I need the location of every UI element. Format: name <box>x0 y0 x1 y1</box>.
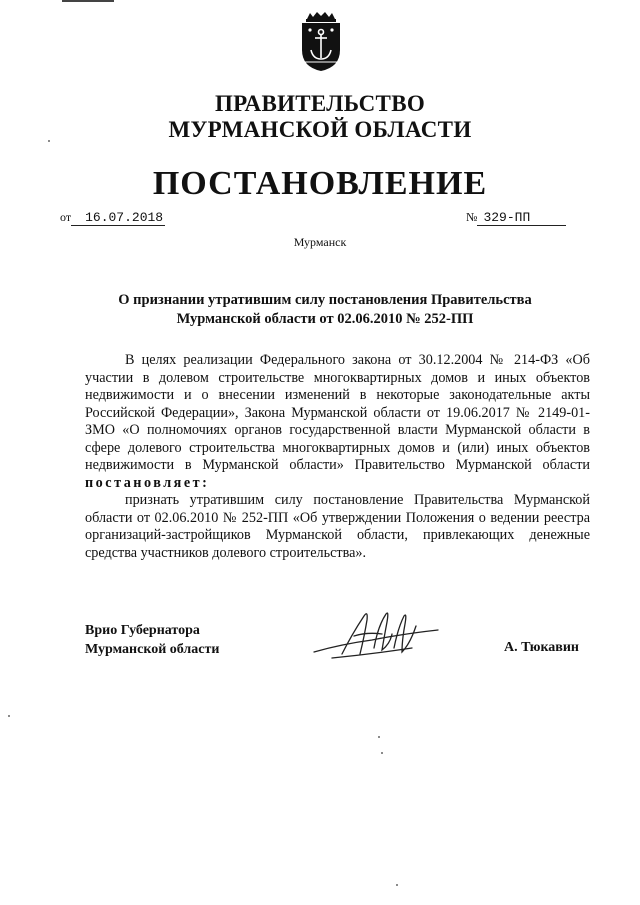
city: Мурманск <box>293 235 347 249</box>
date-value: 16.07.2018 <box>85 210 164 225</box>
subject-line1: О признании утратившим силу постановления Правительства <box>118 292 532 308</box>
body-paragraph-1-text: В целях реализации Федерального закона от 30.12.2004 № 214-ФЗ «Об участии в долевом строительстве многоквартирных домов и иных объектов недвижимости и о внесении изменений в некоторые законодательные акты Российской Федерации», Закона Мурманской области от 19.06.2017 № 2149-01-ЗМО «О полномочиях органов государственной власти Мурманской области в сфере долевого строительства многоквартирных домов и (или) иных объектов недвижимости в Мурманской области» Правительство Мурманской области <box>85 352 590 473</box>
subject-line2: Мурманской области от 02.06.2010 № 252-ПП <box>176 311 474 327</box>
signer-title <box>85 621 219 659</box>
number-label: № <box>466 210 478 224</box>
document-type: ПОСТАНОВЛЕНИЕ <box>152 165 488 202</box>
scan-speck <box>396 884 398 886</box>
scan-artifact-line <box>62 0 114 2</box>
number-value: 329-ПП <box>483 210 531 225</box>
scan-speck <box>381 752 383 754</box>
number-field <box>466 210 566 226</box>
scan-speck <box>48 140 50 142</box>
handwritten-signature <box>312 604 442 664</box>
org-name-line2: МУРМАНСКОЙ ОБЛАСТИ <box>168 117 472 142</box>
coat-of-arms-icon <box>298 12 344 72</box>
document-body <box>85 352 590 562</box>
subject-title <box>80 291 570 329</box>
resolves-word: постановляет: <box>85 474 210 491</box>
signer-title-line1: Врио Губернатора <box>85 623 200 638</box>
scan-speck <box>378 736 380 738</box>
date-label: от <box>60 210 72 224</box>
org-name-line1: ПРАВИТЕЛЬСТВО <box>214 91 426 116</box>
signer-title-line2: Мурманской области <box>85 642 220 657</box>
signer-name: А. Тюкавин <box>504 640 579 655</box>
date-field <box>60 210 165 226</box>
body-paragraph-1 <box>85 352 590 492</box>
scan-speck <box>8 715 10 717</box>
body-paragraph-2: признать утратившим силу постановление Правительства Мурманской области от 02.06.2010 № 252-ПП «Об утверждении Положения о ведении реестра организаций-застройщиков Мурманской области, привлекающих денежные средства участников долевого строительства». <box>85 492 590 561</box>
